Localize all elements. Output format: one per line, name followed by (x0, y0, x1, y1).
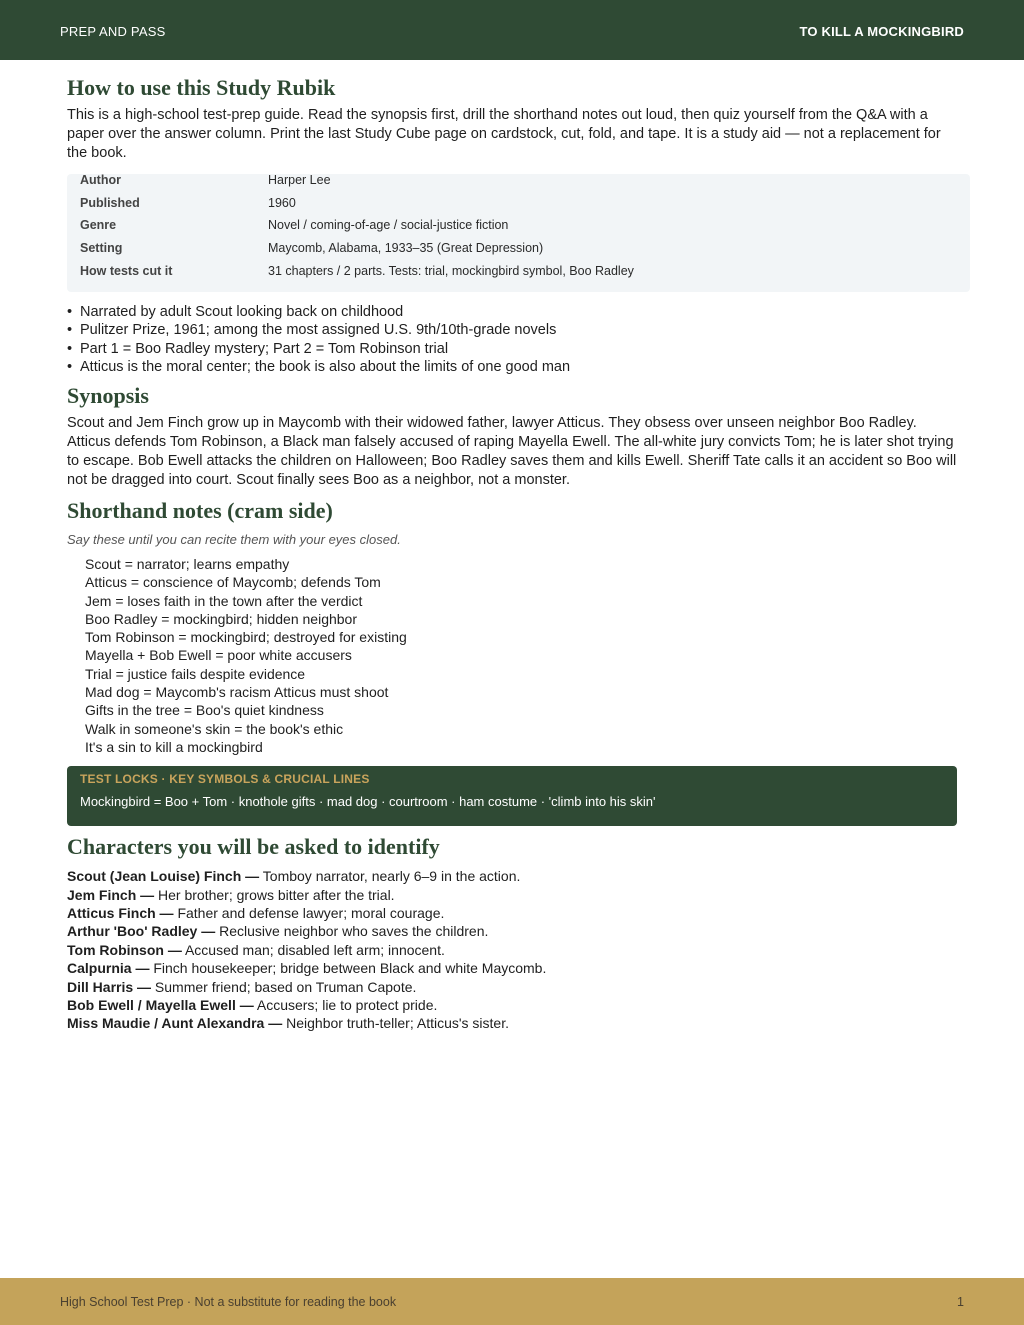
character-desc: Reclusive neighbor who saves the children. (215, 923, 489, 940)
character-desc: Neighbor truth-teller; Atticus's sister. (282, 1015, 509, 1032)
fact-value: Maycomb, Alabama, 1933–35 (Great Depression) (268, 241, 544, 256)
synopsis-text: Scout and Jem Finch grow up in Maycomb with their widowed father, lawyer Atticus. They obsess over unseen neighbor Boo Radley. Atticus defends Tom Robinson, a Black man falsely accused of raping Mayella Ewell. The all-white jury convicts Tom; he is later shot trying to escape. Bob Ewell attacks the children on Halloween; Boo Radley saves them and kills Ewell. Sheriff Tate calls it an accident so Boo will not be dragged into court. Scout finally sees Boo as a neighbor, not a monster. (67, 414, 957, 488)
list-item: Mad dog = Maycomb's racism Atticus must shoot (85, 684, 389, 701)
fact-value: Harper Lee (268, 173, 331, 188)
list-item: Tom Robinson = mockingbird; destroyed for existing (85, 629, 407, 646)
fact-key: Author (80, 173, 121, 188)
page-header (0, 0, 1024, 60)
character-desc: Finch housekeeper; bridge between Black and white Maycomb. (149, 960, 547, 977)
list-item: Mayella + Bob Ewell = poor white accusers (85, 647, 352, 664)
character-name: Bob Ewell / Mayella Ewell — (67, 997, 254, 1014)
list-item (67, 922, 957, 940)
bullet-icon: • (67, 322, 73, 339)
character-desc: Summer friend; based on Truman Capote. (151, 978, 417, 995)
character-name: Arthur 'Boo' Radley — (67, 923, 216, 940)
list-item (67, 358, 957, 377)
bullet-icon: • (67, 340, 73, 357)
character-name: Scout (Jean Louise) Finch — (67, 868, 260, 885)
fact-row (67, 169, 970, 192)
shorthand-notes-list (85, 555, 957, 756)
character-desc: Tomboy narrator, nearly 6–9 in the action. (259, 868, 521, 885)
key-facts-list (67, 303, 957, 377)
book-title: TO KILL A MOCKINGBIRD (799, 24, 964, 39)
list-item-text: Pulitzer Prize, 1961; among the most assigned U.S. 9th/10th-grade novels (80, 322, 557, 339)
list-item-text: Part 1 = Boo Radley mystery; Part 2 = Tom Robinson trial (80, 340, 449, 357)
fact-value: 1960 (268, 195, 296, 210)
list-item: Gifts in the tree = Boo's quiet kindness (85, 702, 324, 719)
fact-key: Setting (80, 241, 123, 256)
fact-value: 31 chapters / 2 parts. Tests: trial, mockingbird symbol, Boo Radley (268, 263, 634, 278)
test-locks-callout (67, 766, 957, 826)
character-name: Miss Maudie / Aunt Alexandra — (67, 1015, 283, 1032)
test-locks-text: Mockingbird = Boo + Tom · knothole gifts · mad dog · courtroom · ham costume · 'climb into his skin' (80, 794, 656, 810)
character-desc: Her brother; grows bitter after the trial. (154, 886, 395, 903)
fact-key: How tests cut it (80, 263, 173, 278)
list-item (67, 904, 957, 922)
list-item-text: Atticus is the moral center; the book is also about the limits of one good man (80, 359, 571, 376)
fact-row (67, 259, 970, 282)
list-item-text: Narrated by adult Scout looking back on childhood (80, 303, 404, 320)
list-item (67, 886, 957, 904)
character-name: Dill Harris — (67, 978, 152, 995)
character-name: Atticus Finch — (67, 905, 174, 922)
brand-name: PREP AND PASS (60, 24, 166, 39)
list-item (67, 1014, 957, 1032)
list-item: It's a sin to kill a mockingbird (85, 738, 263, 755)
page-content (67, 68, 957, 1033)
fact-key: Genre (80, 218, 117, 233)
shorthand-subtitle: Say these until you can recite them with your eyes closed. (67, 531, 401, 547)
fact-row (67, 237, 970, 260)
list-item (67, 340, 957, 359)
list-item (67, 867, 957, 885)
list-item: Atticus = conscience of Maycomb; defends Tom (85, 574, 381, 591)
footer-text: High School Test Prep · Not a substitute for reading the book (60, 1295, 397, 1309)
list-item (67, 978, 957, 996)
intro-text: This is a high-school test-prep guide. Read the synopsis first, drill the shorthand notes out loud, then quiz yourself from the Q&A with a paper over the answer column. Print the last Study Cube page on cardstock, cut, fold, and tape. It is a study aid — not a replacement for the book. (67, 107, 941, 161)
fact-row (67, 214, 970, 237)
character-name: Tom Robinson — (67, 941, 182, 958)
test-locks-label: TEST LOCKS · KEY SYMBOLS & CRUCIAL LINES (80, 772, 370, 787)
list-item (67, 996, 957, 1014)
list-item (67, 959, 957, 977)
list-item (67, 303, 957, 322)
character-name: Calpurnia — (67, 960, 150, 977)
book-facts-table (67, 174, 970, 292)
fact-key: Published (80, 195, 140, 210)
page-number: 1 (957, 1295, 964, 1309)
shorthand-heading: Shorthand notes (cram side) (67, 497, 333, 523)
fact-value: Novel / coming-of-age / social-justice fiction (268, 218, 509, 233)
list-item: Walk in someone's skin = the book's ethic (85, 720, 344, 737)
list-item: Scout = narrator; learns empathy (85, 555, 290, 572)
bullet-icon: • (67, 303, 73, 320)
list-item: Jem = loses faith in the town after the verdict (85, 592, 363, 609)
page-footer (0, 1278, 1024, 1325)
synopsis-heading: Synopsis (67, 382, 149, 408)
characters-list (67, 867, 957, 1033)
bullet-icon: • (67, 359, 73, 376)
character-desc: Accusers; lie to protect pride. (253, 997, 438, 1014)
fact-row (67, 192, 970, 215)
list-item (67, 941, 957, 959)
intro-heading: How to use this Study Rubik (67, 75, 336, 100)
list-item: Trial = justice fails despite evidence (85, 665, 306, 682)
list-item (67, 321, 957, 340)
characters-heading: Characters you will be asked to identify (67, 834, 440, 860)
character-desc: Accused man; disabled left arm; innocent. (181, 941, 445, 958)
character-desc: Father and defense lawyer; moral courage. (173, 905, 445, 922)
character-name: Jem Finch — (67, 886, 155, 903)
list-item: Boo Radley = mockingbird; hidden neighbor (85, 610, 358, 627)
